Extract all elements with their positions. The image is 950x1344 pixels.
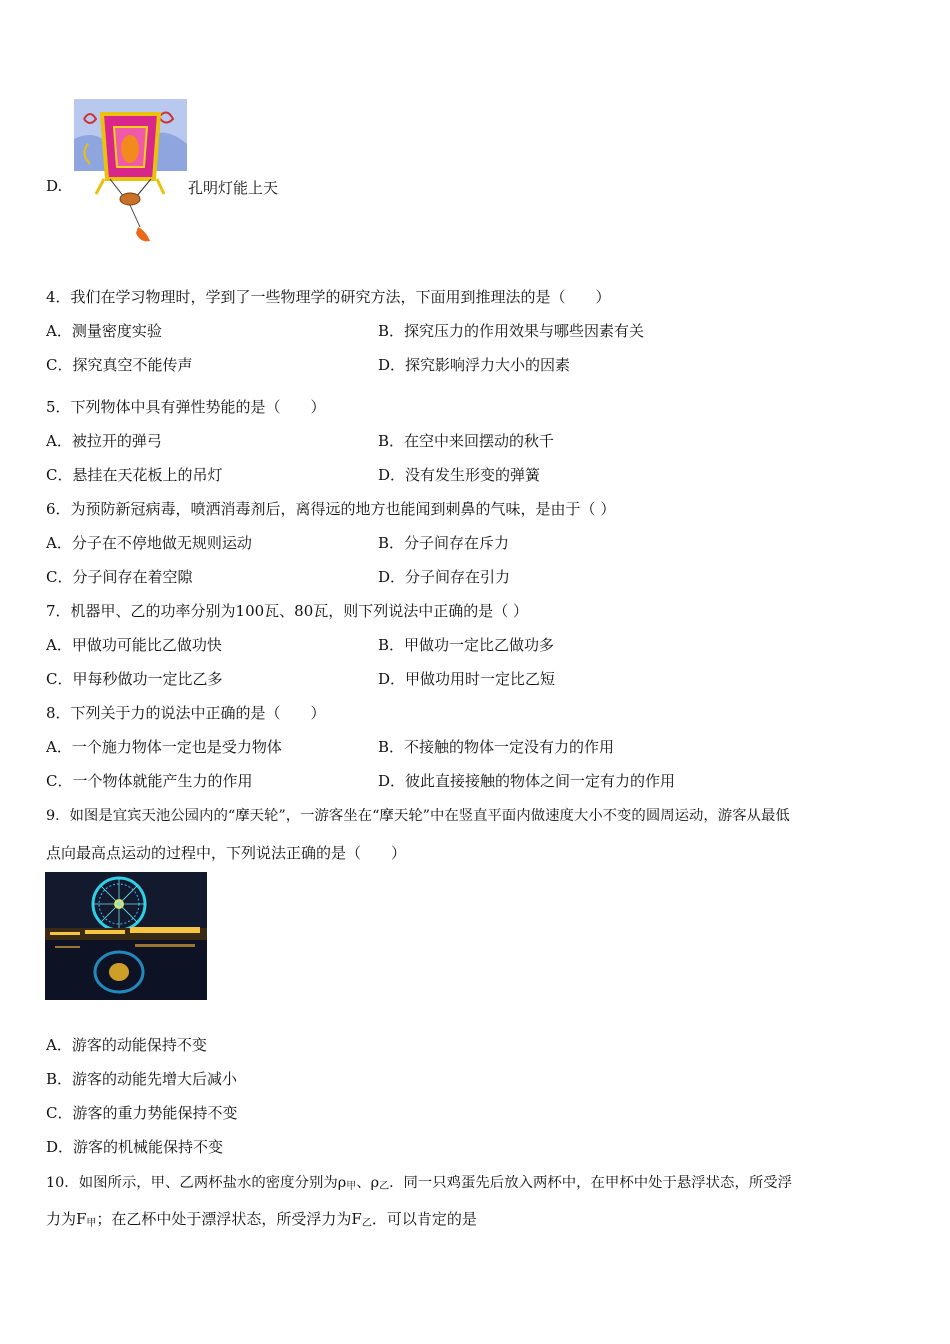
q9-option-b: B．游客的动能先增大后减小	[46, 1070, 238, 1088]
q3-option-d-letter: D.	[46, 177, 63, 195]
rho-jia-subscript: 甲	[346, 1181, 357, 1192]
q7-option-b: B．甲做功一定比乙做功多	[378, 636, 555, 654]
q6-option-d: D．分子间存在引力	[378, 568, 511, 586]
rho-yi-subscript: 乙	[379, 1181, 390, 1192]
q8-option-d: D．彼此直接接触的物体之间一定有力的作用	[378, 772, 676, 790]
q9-stem-line2: 点向最高点运动的过程中，下列说法正确的是（ ）	[46, 844, 407, 862]
q7-option-a: A．甲做功可能比乙做功快	[46, 636, 222, 654]
q5-option-d: D．没有发生形变的弹簧	[378, 466, 541, 484]
q10-stem-part: 10．如图所示，甲、乙两杯盐水的密度分别为ρ	[46, 1175, 347, 1191]
q7-option-c: C．甲每秒做功一定比乙多	[46, 670, 223, 688]
q9-option-d: D．游客的机械能保持不变	[46, 1138, 224, 1156]
q5-option-c: C．悬挂在天花板上的吊灯	[46, 466, 223, 484]
q5-stem: 5．下列物体中具有弹性势能的是（ ）	[46, 398, 326, 416]
q10-stem-part: ；在乙杯中处于漂浮状态，所受浮力为F	[96, 1210, 362, 1228]
q9-option-c: C．游客的重力势能保持不变	[46, 1104, 238, 1122]
q7-option-d: D．甲做功用时一定比乙短	[378, 670, 556, 688]
q6-option-b: B．分子间存在斥力	[378, 534, 510, 552]
q6-option-a: A．分子在不停地做无规则运动	[46, 534, 252, 552]
q4-option-c: C．探究真空不能传声	[46, 356, 193, 374]
q8-option-a: A．一个施力物体一定也是受力物体	[46, 738, 282, 756]
q10-stem-part: 力为F	[46, 1210, 87, 1228]
q6-stem: 6．为预防新冠病毒，喷洒消毒剂后，离得远的地方也能闻到刺鼻的气味，是由于（ ）	[46, 500, 616, 518]
q4-option-a: A．测量密度实验	[46, 322, 162, 340]
q10-stem-part: 、ρ	[356, 1175, 380, 1191]
f-jia-subscript: 甲	[86, 1218, 97, 1229]
q4-stem: 4．我们在学习物理时，学到了一些物理学的研究方法，下面用到推理法的是（ ）	[46, 288, 611, 306]
q5-option-a: A．被拉开的弹弓	[46, 432, 162, 450]
q10-stem-line1	[46, 1171, 792, 1192]
q3-option-d-text: 孔明灯能上天	[188, 179, 279, 197]
q5-option-b: B．在空中来回摆动的秋千	[378, 432, 555, 450]
f-yi-subscript: 乙	[361, 1218, 372, 1229]
q8-stem: 8．下列关于力的说法中正确的是（ ）	[46, 704, 326, 722]
q4-option-b: B．探究压力的作用效果与哪些因素有关	[378, 322, 645, 340]
q4-option-d: D．探究影响浮力大小的因素	[378, 356, 571, 374]
q6-option-c: C．分子间存在着空隙	[46, 568, 193, 586]
ferris-wheel-photo	[45, 872, 207, 1000]
q8-option-c: C．一个物体就能产生力的作用	[46, 772, 253, 790]
q8-option-b: B．不接触的物体一定没有力的作用	[378, 738, 615, 756]
q7-stem: 7．机器甲、乙的功率分别为100瓦、80瓦，则下列说法中正确的是（ ）	[46, 602, 529, 620]
kongming-lantern-image	[74, 99, 187, 249]
q10-stem-part: ．同一只鸡蛋先后放入两杯中，在甲杯中处于悬浮状态，所受浮	[389, 1175, 793, 1191]
q9-stem-line1: 9．如图是宜宾天池公园内的“摩天轮”，一游客坐在“摩天轮”中在竖直平面内做速度大小不变的圆周运动，游客从最低	[46, 808, 790, 824]
q10-stem-line2	[46, 1208, 477, 1229]
q10-stem-part: ．可以肯定的是	[371, 1210, 477, 1228]
q9-option-a: A．游客的动能保持不变	[46, 1036, 207, 1054]
